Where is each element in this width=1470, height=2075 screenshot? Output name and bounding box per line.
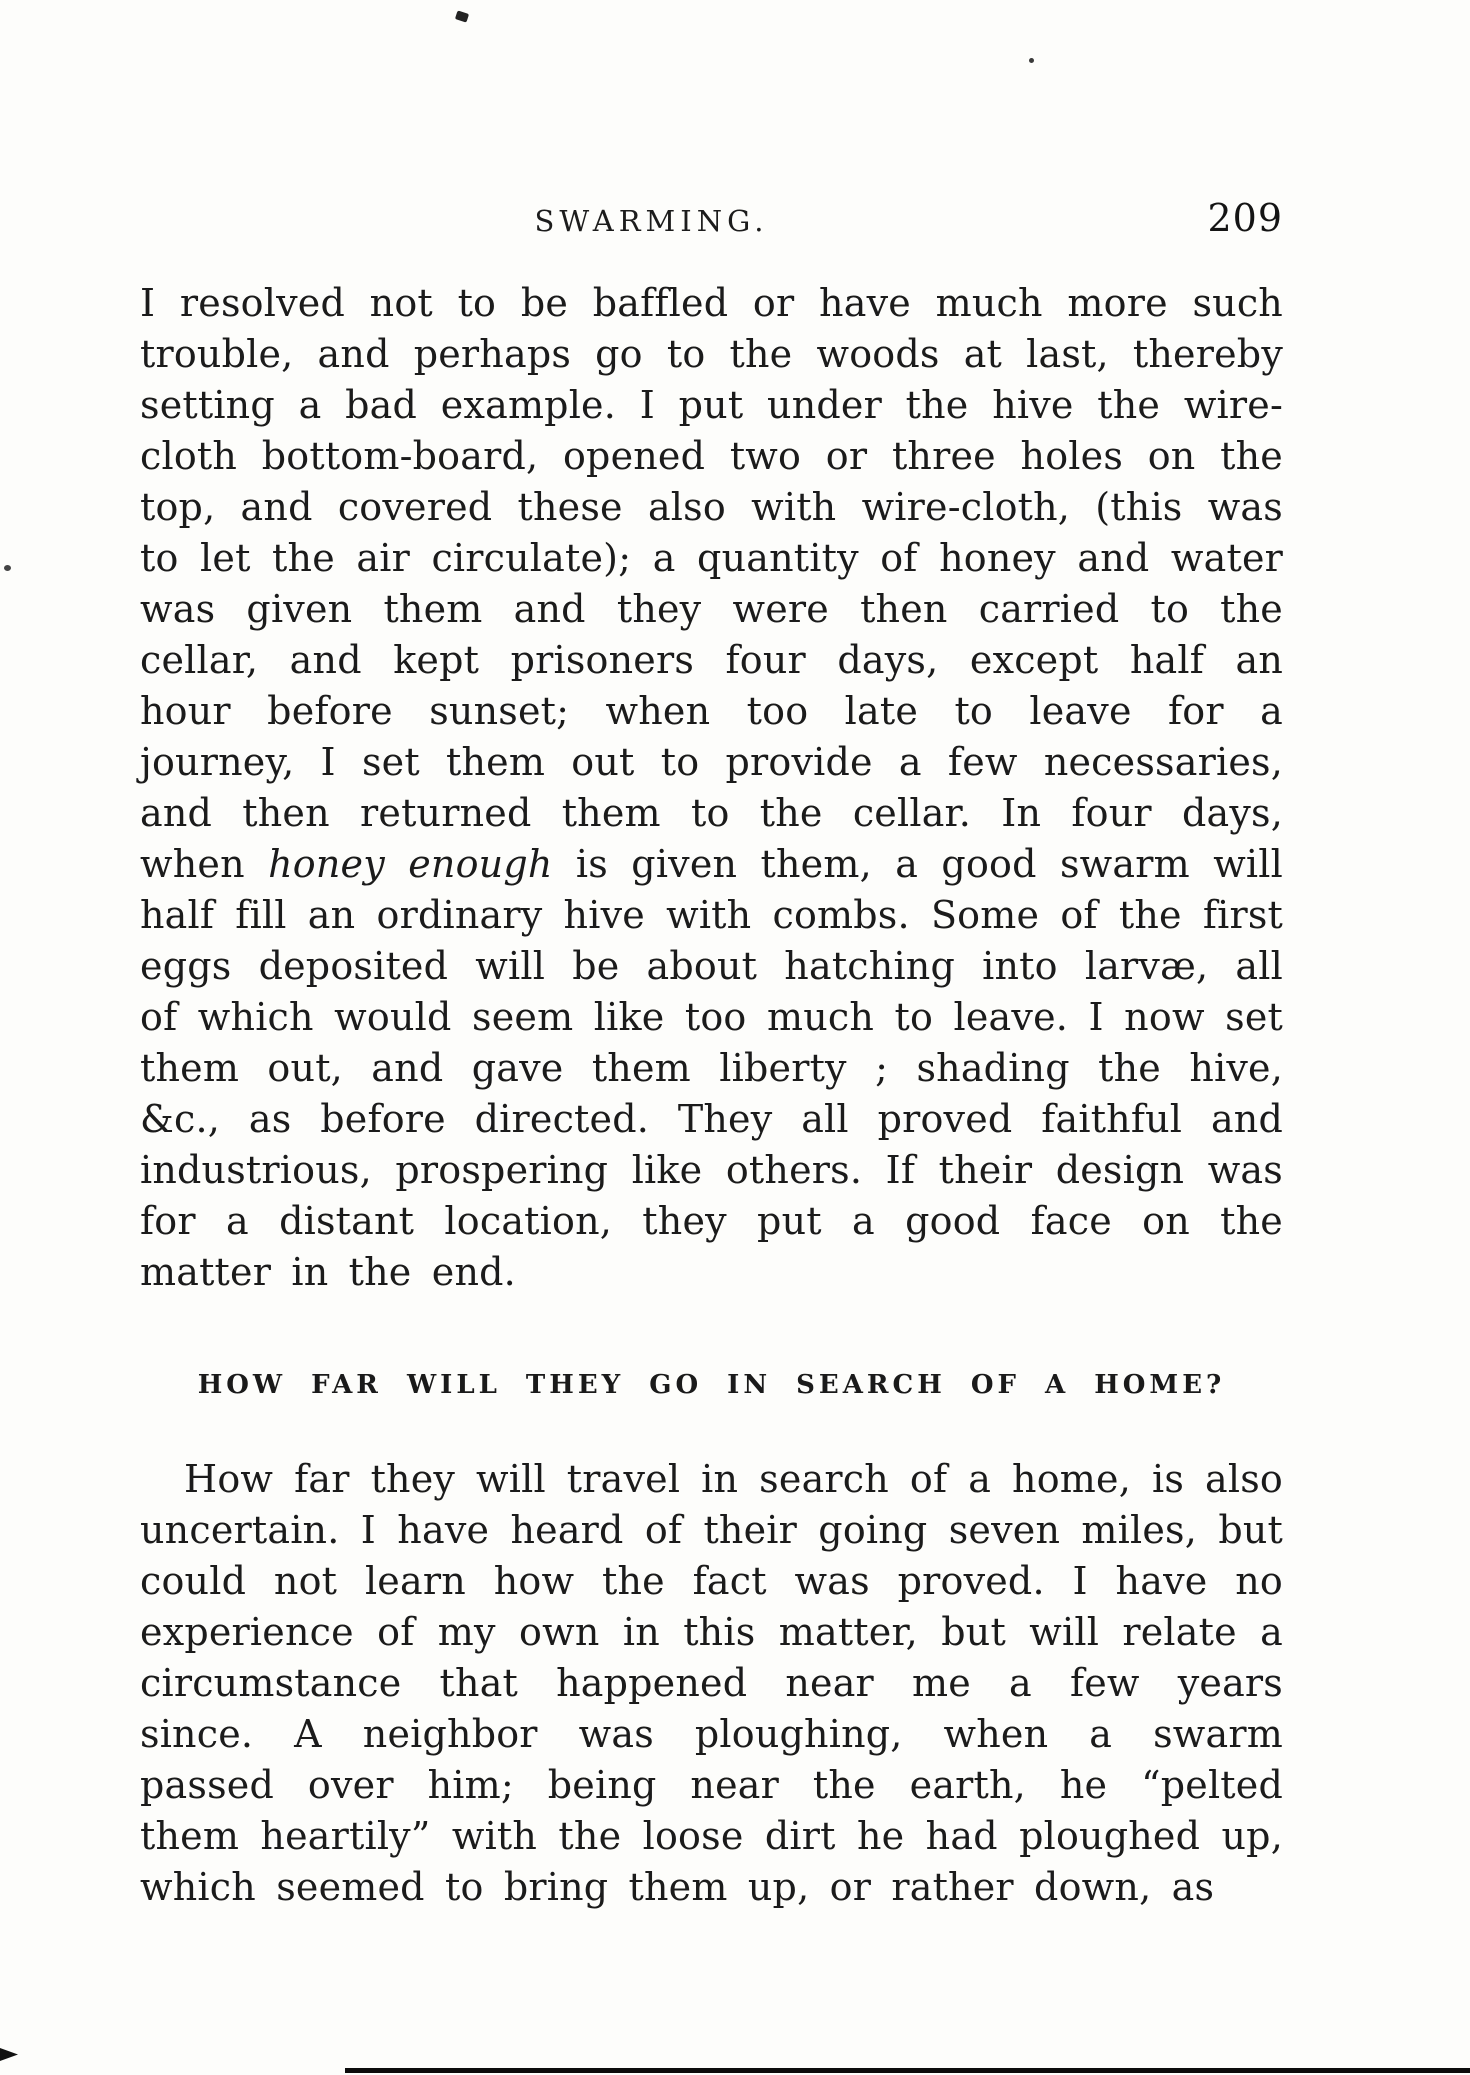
scan-artifact [345, 2068, 1470, 2073]
page-body [140, 278, 1283, 1913]
page-header [140, 196, 1283, 246]
paragraph-text: is given them, a good swarm will half fill an ordinary hive with combs. Some of the first eggs deposited will be about hatching into larvæ, all of which would seem like too much to leave. I now set them out, and gave them liberty ; shading the hive, &c., as before directed. They all proved faithful and industrious, prospering like others. If their design was for a distant location, they put a good face on the matter in the end. [140, 842, 1283, 1294]
paragraph-how-far: How far they will travel in search of a home, is also uncertain. I have heard of their going seven miles, but could not learn how the fact was proved. I have no experience of my own in this matter, but will relate a circumstance that happened near me a few years since. A neighbor was ploughing, when a swarm passed over him; being near the earth, he “pelted them heartily” with the loose dirt he had ploughed up, which seemed to bring them up, or rather down, as [140, 1457, 1283, 1909]
paragraph-swarming [140, 278, 1283, 1298]
italic-phrase: honey enough [268, 842, 553, 886]
scan-artifact [1029, 58, 1034, 63]
paragraph-text: I resolved not to be baffled or have much more such trouble, and perhaps go to the woods at last, thereby setting a bad example. I put under the hive the wire-cloth bottom-board, opened two or three holes on the top, and covered these also with wire-cloth, (this was to let the air circulate); a quantity of honey and water was given them and they were then carried to the cellar, and kept prisoners four days, except half an hour before sunset; when too late to leave for a journey, I set them out to provide a few necessaries, and then returned them to the cellar. In four days, when [140, 281, 1283, 886]
running-header: SWARMING. [534, 204, 769, 238]
scan-artifact [455, 10, 469, 22]
section-heading: HOW FAR WILL THEY GO IN SEARCH OF A HOME? [197, 1370, 1226, 1400]
scan-artifact [4, 565, 11, 571]
scan-artifact [0, 2048, 18, 2061]
page-number: 209 [1207, 196, 1283, 240]
